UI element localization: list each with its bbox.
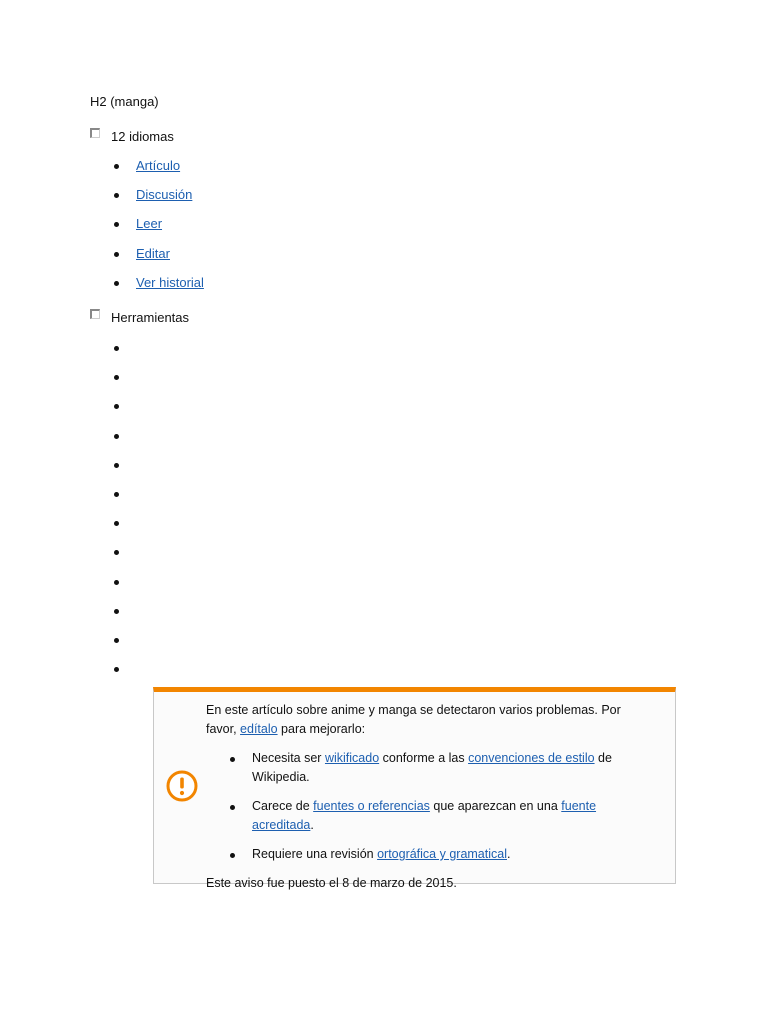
issue-text: Necesita ser — [252, 751, 325, 765]
notice-intro-text: En este artículo sobre anime y manga se detectaron varios problemas. Por favor, — [206, 703, 621, 736]
tools-checkbox[interactable] — [90, 309, 100, 319]
copyedit-link[interactable]: ortográfica y gramatical — [377, 847, 507, 861]
notice-footer: Este aviso fue puesto el 8 de marzo de 2015. — [206, 876, 457, 890]
tools-list-item — [112, 455, 136, 484]
history-link[interactable]: Ver historial — [136, 274, 204, 290]
article-link[interactable]: Artículo — [136, 158, 181, 173]
tools-list-item — [112, 513, 136, 542]
languages-label: 12 idiomas — [111, 129, 174, 144]
tools-list-item — [112, 572, 136, 601]
notice-issue-sources — [206, 797, 636, 835]
notice-issues-list — [206, 749, 636, 864]
sources-link[interactable]: fuentes o referencias — [313, 799, 430, 813]
reliable-source-link[interactable]: fuente acreditada — [252, 799, 597, 832]
notice-issue-copyedit — [206, 845, 636, 864]
issue-text: de Wikipedia. — [252, 751, 612, 784]
tools-label: Herramientas — [111, 310, 190, 325]
discussion-link[interactable]: Discusión — [136, 187, 193, 203]
languages-toggle[interactable] — [90, 129, 174, 144]
issue-text: Requiere una revisión — [252, 847, 378, 861]
notice-intro-suffix: para mejorarlo: — [277, 722, 366, 736]
tools-list — [112, 338, 136, 688]
tools-list-item — [112, 542, 136, 571]
issue-text: . — [310, 818, 314, 832]
notice-issue-wikify — [206, 749, 636, 787]
list-item — [112, 156, 204, 185]
list-item — [112, 214, 204, 243]
list-item — [112, 244, 204, 273]
tools-list-item — [112, 484, 136, 513]
warning-circle-icon — [166, 770, 198, 802]
style-conventions-link[interactable]: convenciones de estilo — [468, 751, 595, 765]
languages-checkbox[interactable] — [90, 128, 100, 138]
tools-list-item — [112, 367, 136, 396]
issue-text: que aparezcan en una — [429, 799, 562, 813]
tools-toggle[interactable] — [90, 310, 189, 325]
tools-list-item — [112, 601, 136, 630]
issue-text: Carece de — [252, 799, 314, 813]
notice-body — [206, 701, 636, 893]
tools-list-item — [112, 338, 136, 367]
page-title: H2 (manga) — [90, 94, 159, 109]
tools-list-item — [112, 426, 136, 455]
edit-link[interactable]: Editar — [136, 245, 170, 261]
page-actions-list — [112, 156, 204, 302]
read-link[interactable]: Leer — [136, 216, 163, 232]
tools-list-item — [112, 630, 136, 659]
wikify-link[interactable]: wikificado — [324, 751, 380, 765]
issue-text: conforme a las — [379, 751, 469, 765]
maintenance-notice — [153, 687, 676, 890]
list-item — [112, 273, 204, 302]
tools-list-item — [112, 659, 136, 688]
list-item — [112, 185, 204, 214]
tools-list-item — [112, 396, 136, 425]
issue-text: . — [507, 847, 511, 861]
edit-article-link[interactable]: edítalo — [240, 722, 278, 736]
notice-intro — [206, 701, 636, 739]
